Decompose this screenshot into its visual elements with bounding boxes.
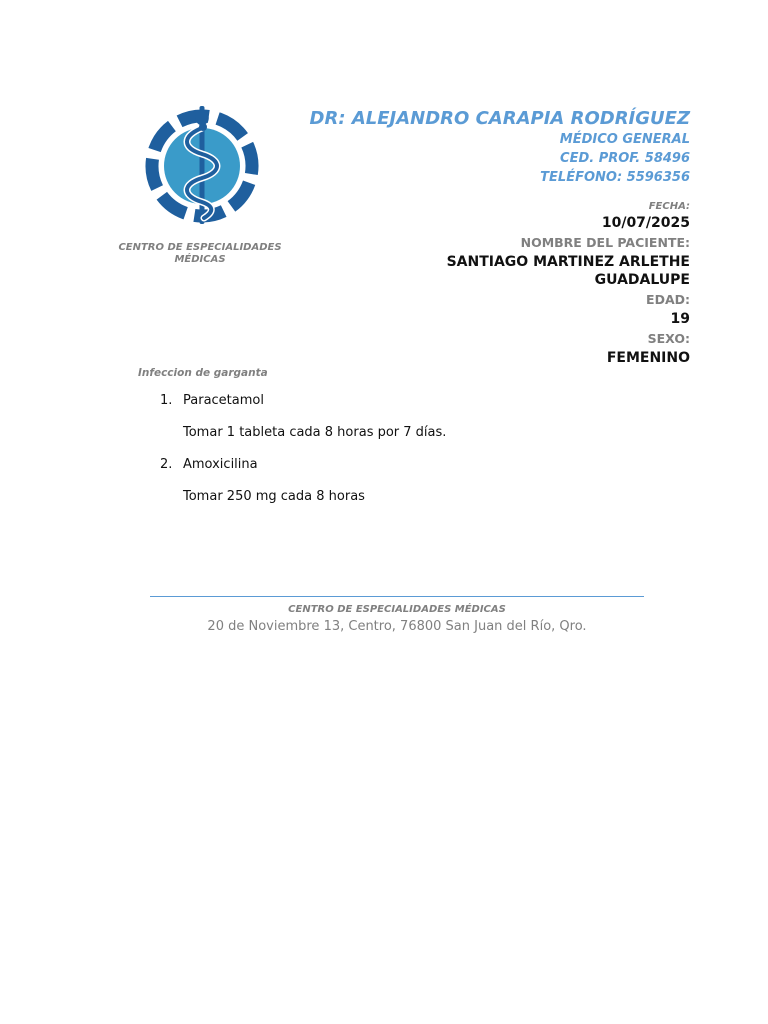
patient-name-label: NOMBRE DEL PACIENTE: xyxy=(520,235,690,250)
doctor-header xyxy=(310,108,690,187)
clinic-name: CENTRO DE ESPECIALIDADES MÉDICAS xyxy=(118,242,282,265)
medicine-name: Amoxicilina xyxy=(183,457,258,472)
doctor-title: MÉDICO GENERAL xyxy=(559,132,690,147)
medicine-instructions: Tomar 1 tableta cada 8 horas por 7 días. xyxy=(183,425,447,440)
prescription-item xyxy=(160,455,640,507)
patient-name-value: SANTIAGO MARTINEZ ARLETHE GUADALUPE xyxy=(446,254,690,288)
age-label: EDAD: xyxy=(646,292,690,307)
sex-value: FEMENINO xyxy=(606,350,690,364)
age-value: 19 xyxy=(670,311,690,327)
doctor-license: CED. PROF. 58496 xyxy=(560,151,690,166)
caduceus-logo-icon xyxy=(140,100,264,230)
medicine-name: Paracetamol xyxy=(183,393,264,408)
footer-divider xyxy=(150,596,644,597)
date-label: FECHA: xyxy=(648,201,690,212)
sex-label: SEXO: xyxy=(647,331,690,346)
footer-clinic-name: CENTRO DE ESPECIALIDADES MÉDICAS xyxy=(288,604,506,615)
date-value: 10/07/2025 xyxy=(601,215,690,231)
prescription-number: 1. xyxy=(160,393,173,408)
prescription-list xyxy=(160,391,640,515)
footer-address: 20 de Noviembre 13, Centro, 76800 San Juan del Río, Qro. xyxy=(207,619,587,634)
diagnosis: Infeccion de garganta xyxy=(138,367,268,379)
patient-info xyxy=(350,200,690,364)
medicine-instructions: Tomar 250 mg cada 8 horas xyxy=(183,489,365,504)
doctor-name: DR: ALEJANDRO CARAPIA RODRÍGUEZ xyxy=(309,108,690,129)
prescription-number: 2. xyxy=(160,457,173,472)
clinic-logo xyxy=(140,100,264,230)
doctor-phone: TELÉFONO: 5596356 xyxy=(540,170,690,185)
prescription-item xyxy=(160,391,640,443)
